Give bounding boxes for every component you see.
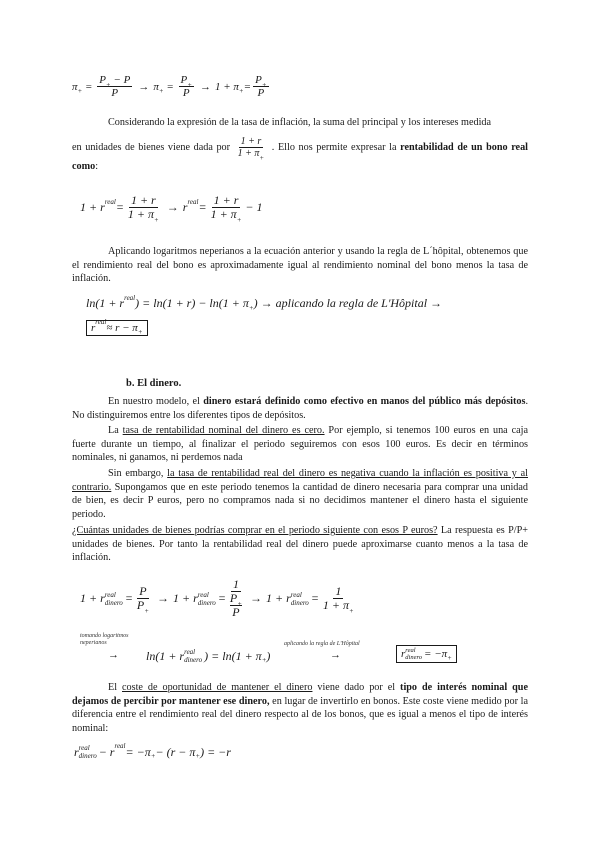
paragraph-question: ¿Cuántas unidades de bienes podrías comprar en el periodo siguiente con esos P euros? La respuesta es P/P+ unidades de bienes. Por tanto la rentabilidad real del dinero puede aproximarse cuanto menos a la tasa de inflación. [72,525,529,564]
note-hopital: aplicando la regla de L'Hôpital [284,641,360,647]
equation-real-bond-return: 1 + r real = $\frac{1 + r}{1 + \pi_+}$ → r real = $\frac{1 + r}{1 + \pi_+}$ − 1 [80,193,263,225]
equation-money-real-box: r real dinero = −π + [396,645,457,663]
equation-money-log: ln(1 + r real dinero ) = ln(1 + π + ) [146,648,271,664]
paragraph-principal-interest-line2: en unidades de bienes viene dada por $\frac{1 + r}{1 + \pi_+}$ . Ello nos permite expresar la rentabilidad de un bono real como: [72,136,529,172]
paragraph-logarithms: Aplicando logaritmos neperianos a la ecuación anterior y usando la regla de L´hôpital, obtenemos que el rendimiento real del bono es aproximadamente igual al rendimiento nominal del bono menos la tasa de inflación. [72,246,528,285]
arrow-mid: → [330,649,341,661]
paragraph-principal-interest-line1: Considerando la expresión de la tasa de inflación, la suma del principal y los intereses medida [108,117,492,128]
equation-inflation: π + = $\frac{P_+ - P}{P}$ → π + = $\frac{P_+}{P}$ → 1 + π + = $\frac{P_+}{P}$ [72,74,267,100]
paragraph-opportunity-cost: El coste de oportunidad de mantener el dinero viene dado por el tipo de interés nominal que dejamos de percibir por mantener ese dinero, en lugar de invertirlo en bonos. Este coste viene medido por la diferencia entre el rendimiento real del dinero respecto al de los bonos, que es igual a menos el tipo de interés nominal: [72,682,528,734]
paragraph-real-return: Sin embargo, la tasa de rentabilidad real del dinero es negativa cuando la inflación es positiva y al contrario. Supongamos que en este periodo tenemos la cantidad de dinero necesaria para comprar una unidad de bien, es decir P euros, pero no compramos nada si no decidimos mantener el dinero hasta el siguiente periodo. [72,468,528,520]
section-heading-money: b. El dinero. [126,378,182,389]
fraction-1r-over-1pi: $\frac{1 + r}{1 + \pi_+}$ [237,136,265,162]
equation-opportunity-cost: r real dinero − r real = −π + − (r − π + ) = −r [74,742,231,760]
equation-money-real-return: 1 + r real dinero = $\frac{P}{P_+}$ → 1 + r real dinero = 1 $P_+$ P → 1 + r real dinero = $\frac{1}{1 + \pi_+}$ [80,577,354,620]
note-taking-logs: tomando logaritmos neperianos [80,633,129,646]
equation-log-hopital: ln(1 + r real ) = ln(1 + r) − ln(1 + π + ) → aplicando la regla de L'Hôpital → [86,293,443,312]
paragraph-nominal-return: La tasa de rentabilidad nominal del dinero es cero. Por ejemplo, si tenemos 100 euros en una caja fuerte durante un tiempo, al finalizar el periodo seguiremos con esos 100 euros. Es decir en términos nominales, ni ganamos, ni perdemos nada [72,425,529,464]
arrow-left: → [108,649,119,661]
paragraph-money-definition: En nuestro modelo, el dinero estará definido como efectivo en manos del público más depósitos. No distinguiremos entre los diferentes tipos de depósitos. [72,396,528,421]
equation-real-approx-box: r real ≈ r − π + [86,320,148,336]
